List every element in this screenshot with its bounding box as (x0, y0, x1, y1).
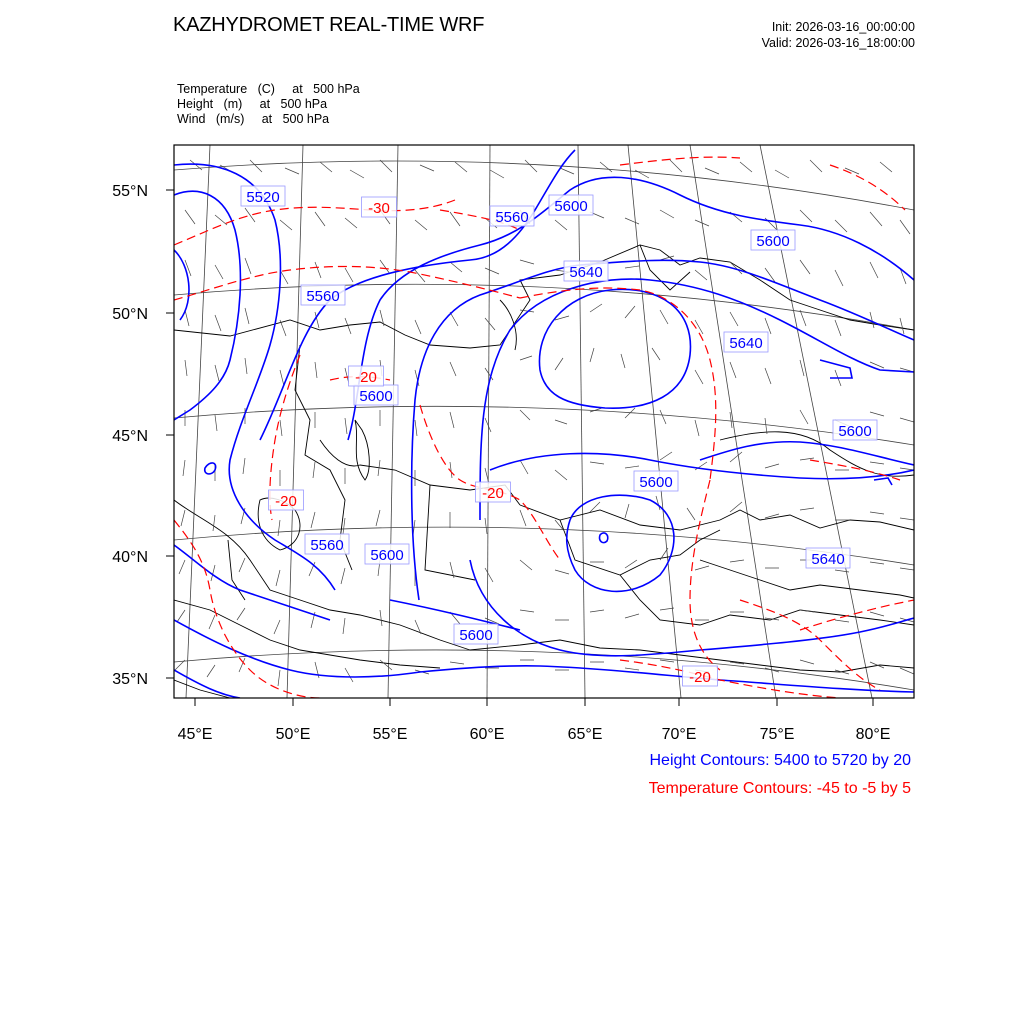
height-contour-label: 5520 (246, 189, 280, 206)
lon-label-45: 45°E (177, 726, 213, 743)
height-contour-label: 5560 (306, 288, 340, 305)
height-contour-label: 5600 (756, 233, 790, 250)
temperature-contour-label: -20 (689, 669, 711, 686)
field-temperature: Temperature (C) at 500 hPa (177, 82, 360, 96)
height-contour-label: 5640 (729, 335, 763, 352)
lon-label-60: 60°E (469, 726, 505, 743)
lat-label-55: 55°N (112, 183, 148, 200)
lon-label-50: 50°E (275, 726, 311, 743)
temperature-legend: Temperature Contours: -45 to -5 by 5 (648, 780, 911, 797)
temperature-contour-label: -20 (482, 485, 504, 502)
field-height: Height (m) at 500 hPa (177, 97, 328, 111)
height-contour-label: 5560 (495, 209, 529, 226)
lon-label-55: 55°E (372, 726, 408, 743)
init-time: Init: 2026-03-16_00:00:00 (771, 20, 915, 34)
height-contour-label: 5600 (359, 388, 393, 405)
height-contour-label: 5600 (459, 627, 493, 644)
height-contour-label: 5560 (310, 537, 344, 554)
lat-label-45: 45°N (112, 428, 148, 445)
temperature-contour-label: -20 (275, 493, 297, 510)
map-background (174, 145, 914, 698)
valid-time: Valid: 2026-03-16_18:00:00 (761, 36, 915, 50)
lat-label-40: 40°N (112, 549, 148, 566)
lon-label-70: 70°E (661, 726, 697, 743)
lat-label-50: 50°N (112, 306, 148, 323)
lon-label-80: 80°E (855, 726, 891, 743)
height-contour-label: 5600 (554, 198, 588, 215)
field-wind: Wind (m/s) at 500 hPa (177, 112, 330, 126)
temperature-contour-label: -30 (368, 200, 390, 217)
lat-label-35: 35°N (112, 671, 148, 688)
height-contour-label: 5640 (569, 264, 603, 281)
height-contour-label: 5640 (811, 551, 845, 568)
lon-label-65: 65°E (567, 726, 603, 743)
map-title: KAZHYDROMET REAL-TIME WRF (173, 14, 485, 36)
height-contour-label: 5600 (370, 547, 404, 564)
height-legend: Height Contours: 5400 to 5720 by 20 (649, 752, 911, 769)
temperature-contour-label: -20 (355, 369, 377, 386)
height-contour-label: 5600 (838, 423, 872, 440)
lon-label-75: 75°E (759, 726, 795, 743)
height-contour-label: 5600 (639, 474, 673, 491)
